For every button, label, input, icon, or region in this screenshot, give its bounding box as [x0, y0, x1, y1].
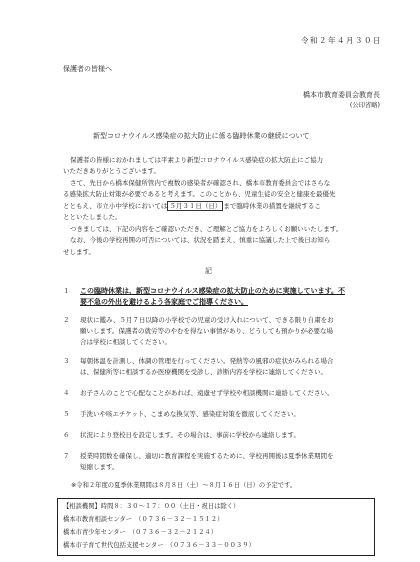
- paragraph-line: いただきありがとうございます。: [63, 167, 160, 175]
- item-line: は、保健所等に相談するか医療機関を受診し、診断内容を学校に連絡してください。: [80, 368, 327, 376]
- paragraph-text: まで臨時休業の措置を継続するこ: [223, 202, 321, 210]
- item-line: 短縮します。: [80, 463, 119, 471]
- issue-date: 令和２年４月３０日: [301, 36, 382, 45]
- addressee: 保護者の皆様へ: [63, 65, 112, 73]
- notice-title: 新型コロナウイルス感染症の拡大防止に係る臨時休業の継続について: [93, 132, 310, 140]
- item-body: [80, 356, 380, 378]
- paragraph-line: せします。: [63, 248, 95, 256]
- paragraph-line: さて、先日から橋本保健所管内で複数の感染者が確認され、橋本市教育委員会ではさらな: [70, 179, 331, 187]
- item-body: [80, 388, 380, 399]
- item-body: [80, 286, 380, 308]
- contact-hours: 【相談機関】時間８：３０～１７：００（土日・祝日は除く）: [63, 503, 240, 510]
- item-line: 手洗いや咳エチケット、こまめな換気等、感染症対策を徹底してください。: [80, 410, 300, 418]
- item-line: 状況により登校日を設定します。その場合は、事前に学校から連絡します。: [80, 431, 300, 439]
- item-number: ５: [63, 410, 70, 418]
- seal-note: (公印省略): [349, 102, 380, 109]
- paragraph-line: つきましては、下記の内容をご確認いただき、ご理解とご協力をよろしくお願いいたします。: [70, 225, 343, 233]
- item-line: 毎朝体温を計測し、体調の管理を行ってください。発熱等の風邪の症状がみられる場合: [80, 357, 334, 365]
- paragraph-line: とといたしました。: [63, 213, 122, 221]
- paragraph-text: とともえ、市立小中学校においては: [63, 202, 168, 210]
- item-number: ６: [63, 431, 70, 439]
- highlighted-date: ５月３１日（日）: [169, 202, 222, 210]
- sender-org: 橋本市教育委員会教育長: [303, 91, 380, 99]
- contact-box: [57, 498, 375, 556]
- contact-row: 橋本市教育相談センター （０７３６－３２－１５１２）: [63, 516, 224, 523]
- item-number: ３: [63, 357, 70, 365]
- item-line: 願いします。保護者の就労等のやむを得ない事情があり、どうしても預かりが必要な場: [80, 327, 333, 335]
- item-number: ７: [63, 452, 70, 460]
- item-body: [80, 315, 380, 348]
- item-number: １: [63, 287, 70, 295]
- item-number: ４: [63, 389, 70, 397]
- paragraph-line: 保護者の皆様におかれましては平素より新型コロナウイルス感染症の拡大防止にご協力: [70, 156, 324, 164]
- paragraph-line: る感染拡大防止対策が必要であると考えます。このことから、児童生徒の安全と健康を最優先: [63, 190, 336, 198]
- item-line: この臨時休業は、新型コロナウイルス感染症の拡大防止のために実施しています。不: [80, 287, 346, 295]
- item-line: お子さんのことで心配なことがあれば、遠慮せず学校や相談機関に連絡してください。: [80, 389, 334, 397]
- paragraph-line-with-highlight: [63, 203, 380, 210]
- summer-break-note: ※令和２年度の夏季休業期間は８月８日（土）～８月１６日（日）の予定です。: [71, 482, 297, 489]
- item-body: [80, 409, 380, 420]
- item-line: 合は学校に相談してください。: [80, 338, 171, 346]
- ki-heading: 記: [205, 267, 212, 275]
- item-body: [80, 430, 380, 441]
- item-line: 現状に鑑み、５月７日以降の小学校での児童の受け入れについて、できる限り自粛をお: [80, 316, 334, 324]
- paragraph-line: なお、今後の学校再開の可否については、状況を踏まえ、慎重に協議した上で後日お知ら: [70, 236, 331, 244]
- item-line: 要不急の外出を避けるよう各家庭でご指導ください。: [80, 298, 248, 306]
- contact-row: 橋本市子育て世代包括支援センター （０７３６－３３－００３９）: [63, 542, 255, 549]
- contact-row: 橋本市青少年センター （０７３６－３２－２１２４）: [63, 529, 218, 536]
- item-body: [80, 451, 380, 473]
- item-line: 授業時間数を確保し、適切に教育課程を実施するために、学校再開後は夏季休業期間を: [80, 452, 334, 460]
- item-number: ２: [63, 316, 70, 324]
